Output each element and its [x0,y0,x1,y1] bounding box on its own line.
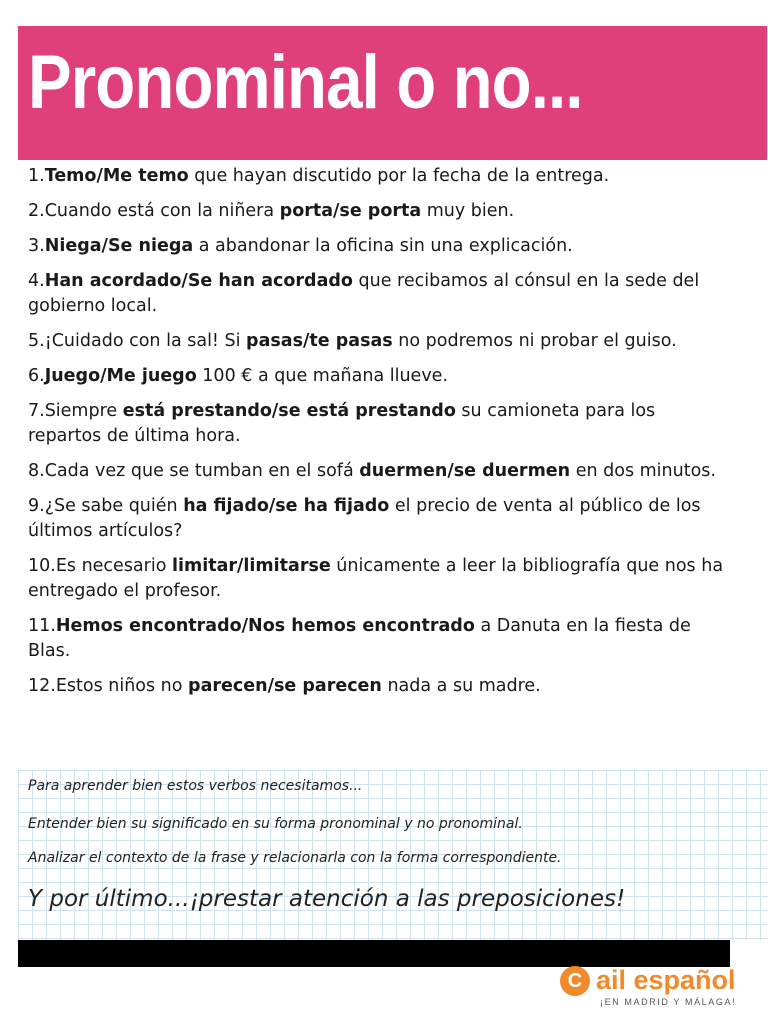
exercise-text: 7.Siempre [28,401,123,421]
exercise-text: 2.Cuando está con la niñera [28,201,280,221]
exercise-text: 100 € a que mañana llueve. [196,366,449,386]
note-context: Analizar el contexto de la frase y relacionarla con la forma correspondiente. [28,850,562,866]
exercise-item [28,364,728,389]
exercise-text: 12.Estos niños no [28,676,189,696]
exercise-text: su camioneta para los repartos de última hora. [28,401,656,446]
exercise-item [28,494,728,544]
exercise-item [28,674,728,699]
exercise-text: que recibamos al cónsul en la sede del gobierno local. [28,271,700,316]
exercise-text: 6. [28,366,45,386]
verb-choice: duermen/se duermen [359,461,571,481]
verb-choice: Niega/Se niega [44,236,194,256]
exercise-text: 8.Cada vez que se tumban en el sofá [28,461,360,481]
exercise-list [28,164,728,709]
exercise-item [28,459,728,484]
exercise-text: únicamente a leer la bibliografía que nos ha entregado el profesor. [28,556,724,601]
exercise-item [28,234,728,259]
verb-choice: Hemos encontrado/Nos hemos encontrado [55,616,475,636]
exercise-text: muy bien. [421,201,515,221]
exercise-text: a Danuta en la fiesta de Blas. [28,616,691,661]
verb-choice: limitar/limitarse [171,556,331,576]
exercise-text: a abandonar la oficina sin una explicación. [193,236,573,256]
exercise-item [28,554,728,604]
verb-choice: pasas/te pasas [246,331,393,351]
verb-choice: Han acordado/Se han acordado [44,271,353,291]
verb-choice: Juego/Me juego [44,366,197,386]
verb-choice: ha fijado/se ha fijado [183,496,390,516]
exercise-item [28,614,728,664]
exercise-text: que hayan discutido por la fecha de la entrega. [188,166,610,186]
note-meaning: Entender bien su significado en su forma pronominal y no pronominal. [28,816,523,832]
verb-choice: porta/se porta [279,201,422,221]
verb-choice: Temo/Me temo [44,166,189,186]
exercise-item [28,164,728,189]
notes-grid-box [18,770,768,940]
exercise-item [28,199,728,224]
exercise-item [28,399,728,449]
ail-espanol-logo [556,960,746,1010]
logo-brand: ail español [596,965,736,995]
exercise-text: 4. [28,271,45,291]
exercise-text: 10.Es necesario [28,556,172,576]
exercise-text: 3. [28,236,45,256]
exercise-text: no podremos ni probar el guiso. [392,331,677,351]
exercise-item [28,269,728,319]
exercise-item [28,329,728,354]
exercise-text: nada a su madre. [381,676,541,696]
logo-tagline: ¡EN MADRID Y MÁLAGA! [600,997,737,1007]
note-intro: Para aprender bien estos verbos necesitamos... [28,778,363,794]
exercise-text: 1. [28,166,45,186]
verb-choice: está prestando/se está prestando [122,401,456,421]
page-title: Pronominal o no... [28,40,583,125]
exercise-text: el precio de venta al público de los últimos artículos? [28,496,701,541]
exercise-text: 9.¿Se sabe quién [28,496,184,516]
verb-choice: parecen/se parecen [188,676,382,696]
exercise-text: 11. [28,616,56,636]
logo-badge-icon: C [560,966,590,996]
exercise-text: 5.¡Cuidado con la sal! Si [28,331,247,351]
note-prepositions: Y por último...¡prestar atención a las preposiciones! [28,886,626,912]
exercise-text: en dos minutos. [570,461,716,481]
